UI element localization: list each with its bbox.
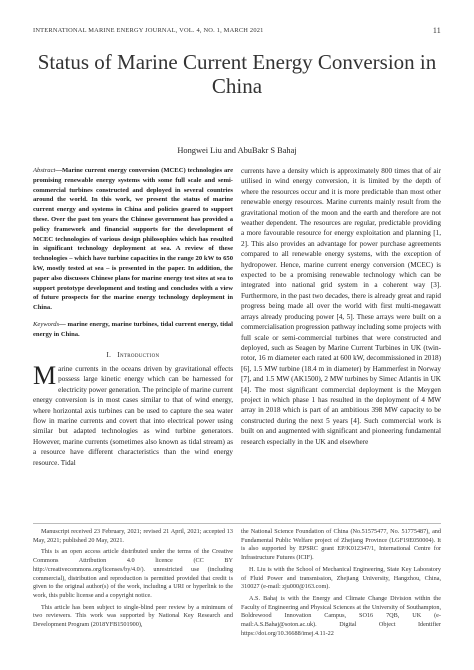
footnote-author-bahaj: A.S. Bahaj is with the Energy and Climate Change Division within the Faculty of Engineering and Physical Sciences at the University of Southampton, Boldrewood Innovation Campus, SO16 7QB, UK (e-mail:A.S.Bahaj@soton.ac.uk). Digital Object Identifier https://doi.org/10.36688/imej.4.11-22 [241,594,441,637]
keywords-text: — marine energy, marine turbines, tidal current energy, tidal energy in China. [33,320,233,338]
page-number: 11 [432,26,441,35]
paper-title: Status of Marine Current Energy Conversion in China [37,50,437,98]
footnote-review: This article has been subject to single-blind peer review by a minimum of two reviewers. This work was supported by National Key Research and Development Program (2018YFB1501900), [33,603,233,629]
author-list: Hongwei Liu and AbuBakr S Bahaj [177,146,297,155]
abstract [33,166,233,313]
footnotes-right [241,528,441,641]
abstract-lead: Abstract [33,167,56,174]
intro-paragraph [33,360,233,468]
section-numeral: I. [106,350,112,359]
footnotes-left [33,528,233,633]
footnote-divider [33,523,441,524]
intro-text: arine currents in the oceans driven by gravitational effects possess large kinetic energy which can be harnessed for electricity power generation. The principle of marine current energy conversion is in most cases similar to that of wind energy, where horizontal axis turbines can be used to capture the sea water flow in marine currents and covert that into electrical power using similar but adapted technologies as wind turbine generators. However, marine currents (sometimes also known as tidal stream) as a resource have different characteristics than the wind energy resource. Tidal [33,364,233,467]
drop-cap: M [33,360,57,390]
running-head [33,27,441,34]
section-title: Introduction [117,350,160,359]
footnote-license: This is an open access article distributed under the terms of the Creative Commons Attribution 4.0 licence (CC BY http://creativecommons.org/licenses/by/4.0/). unrestricted use (including commercial), distribution and reproduction is permitted provided that credit is given to the original author(s) of the work, including a URI or hyperlink to the work, this public license and a copyright notice. [33,548,233,599]
right-column [241,166,441,447]
left-column [33,166,233,468]
section-heading [33,350,233,360]
right-column-text: currents have a density which is approximately 800 times that of air utilised in wind energy conversion, it is limited by the depth of where the resources occur and it is more predictable than most other renewable energy resources. Marine currents mainly result from the gravitational motion of the moon and the earth and therefore are not weather dependent. The resources are regular, predictable providing a more favourable resource for energy exploitation and planning [1, 2]. This also provides an advantage for power purchase agreements compared to all renewable energy systems, with the exception of hydropower. Hence, marine current energy conversion (MCEC) is expected to be a promising renewable technology which can be integrated into national grid system in a coherent way [3]. Furthermore, in the past two decades, there is already great and rapid progress being made all over the world with first multi-megawatt arrays already producing power [4, 5]. These arrays were built on a commercialisation progression pathway including some projects with full scale or semi-commercial turbines that were constructed and deployed, such as Seagen by Marine Current Turbines in UK (twin-rotor, 16 m diameter each rated at 600 kW, decommissioned in 2018) [6], 1.5 MW turbine (18.4 m in diameter) by Hammerfest in Norway [7], and 1.5 MW (AK1500), 2 MW turbines by Simec Atlantis in UK [4]. The most significant commercial deployment is the Meygen project in which phase 1 has resulted in the deployment of 4 MW array in 2018 which is part of an ambitious 398 MW capacity to be constructed during the next 5 years [4]. Such commercial work is built on and augmented with significant and pioneering fundamental research especially in the UK and elsewhere [241,167,441,446]
footnote-author-liu: H. Liu is with the School of Mechanical Engineering, State Key Laboratory of Fluid Power and transmission, Zhejiang University, Hangzhou, China, 310027 (e-mail: zju000@163.com). [241,565,441,591]
keywords-lead: Keywords [33,320,60,328]
keywords [33,320,233,340]
footnote-funding: the National Science Foundation of China (No.51575477, No. 51775487), and Fundamental Public Welfare project of Zhejiang Province (LGF19E050004). It is also supported by EPSRC grant EP/K012347/1, International Centre for Infrastructure Futures (ICIF). [241,528,441,562]
journal-name: INTERNATIONAL MARINE ENERGY JOURNAL, VOL. 4, NO. 1, MARCH 2021 [33,27,264,34]
footnote-manuscript: Manuscript received 23 February, 2021; revised 21 April, 2021; accepted 13 May, 2021; published 20 May, 2021. [33,528,233,544]
abstract-text: —Marine current energy conversion (MCEC) technologies are promising renewable energy systems with some full scale and semi-commercial turbines constructed and deployed in several countries around the world. In this work, we present the status of marine current energy and systems in China and policies geared to support these. Over the past ten years the Chinese government has provided a policy framework and financial supports for the development of MCEC technologies of various design philosophies which has resulted in significant technology deployment at sea. A review of these technologies – which have turbine capacities in the range 20 kW to 650 kW, mostly tested at sea – is presented in the paper. In addition, the paper also discusses Chinese plans for marine energy test sites at sea to support prototype development and testing and concludes with a view of future prospects for the marine energy technology deployment in China. [33,167,233,312]
